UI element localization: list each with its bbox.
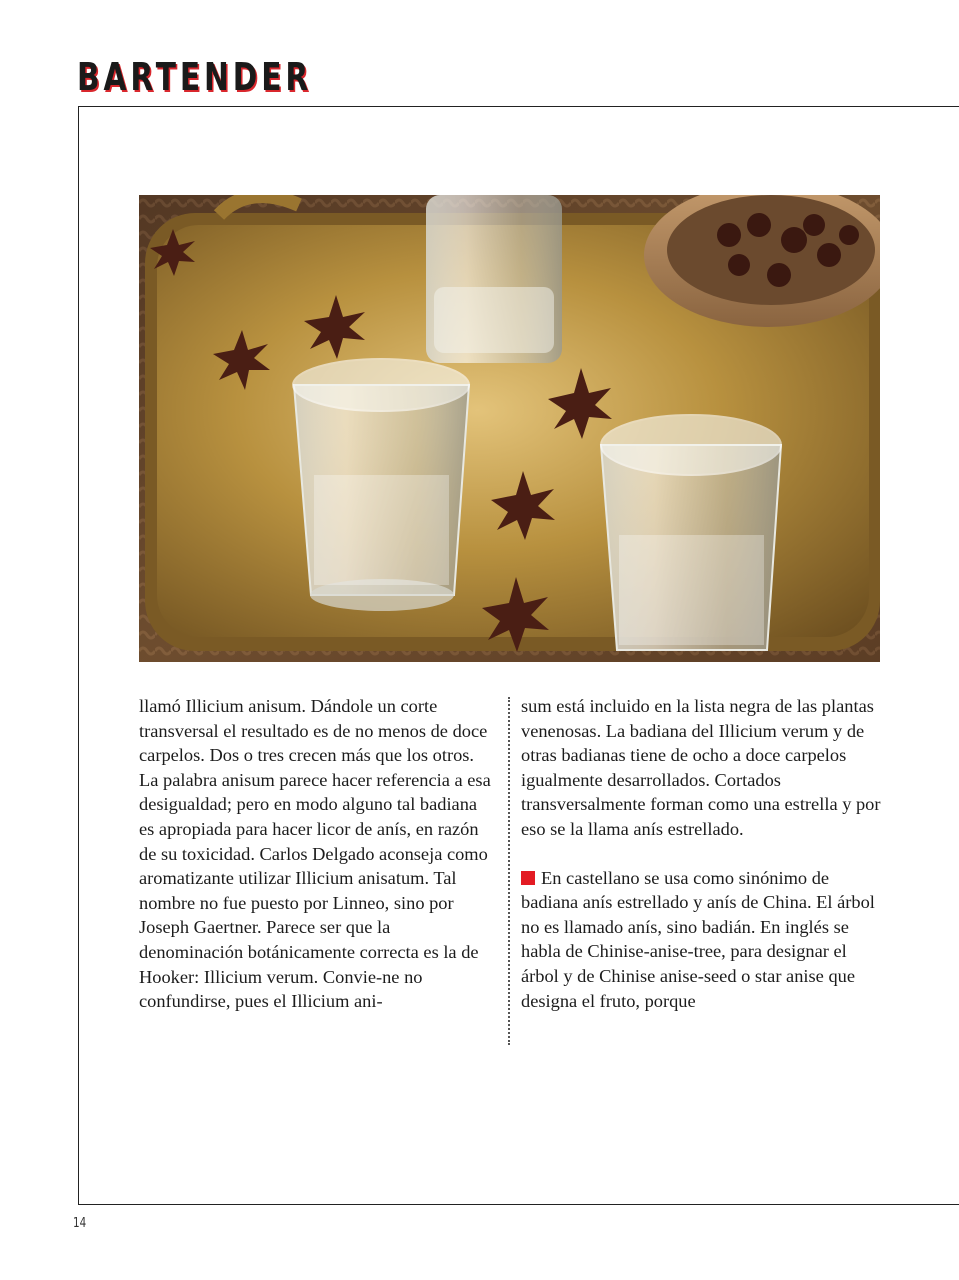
column-divider <box>508 697 510 1045</box>
article-photo <box>139 195 880 662</box>
paragraph-with-marker <box>521 866 883 1014</box>
paragraph: sum está incluido en la lista negra de las plantas venenosas. La badiana del Illicium verum y de otras badianas tiene de ocho a doce carpelos igualmente desarrollados. Cortados transversalmente forman como una estrella y por eso se la llama anís estrellado. <box>521 696 881 839</box>
paragraph-text: En castellano se usa como sinónimo de badiana anís estrellado y anís de China. El árbol no es llamado anís, sino badián. En inglés se habla de Chinise-anise-tree, para designar el árbol y de Chinise anise-seed o star anise que designa el fruto, porque <box>521 867 875 1011</box>
red-square-icon <box>521 871 535 885</box>
article-column-right <box>521 694 883 1013</box>
paragraph: llamó Illicium anisum. Dándole un corte transversal el resultado es de no menos de doce carpelos. Dos o tres crecen más que los otros. La palabra anisum parece hacer referencia a esa desigualdad; pero en modo alguno tal badiana es apropiada para hacer licor de anís, en razón de su toxicidad. Carlos Delgado aconseja como aromatizante utilizar Illicium anisatum. Tal nombre no fue puesto por Linneo, sino por Joseph Gaertner. Parece ser que la denominación botánicamente correcta es la de Hooker: Illicium verum. Convie-ne no confundirse, pues el Illicium ani- <box>139 696 491 1012</box>
article-column-left <box>139 694 491 1014</box>
anise-glasses-photo-icon <box>139 195 880 662</box>
magazine-masthead: BARTENDER <box>77 55 313 99</box>
page-number: 14 <box>73 1216 87 1231</box>
